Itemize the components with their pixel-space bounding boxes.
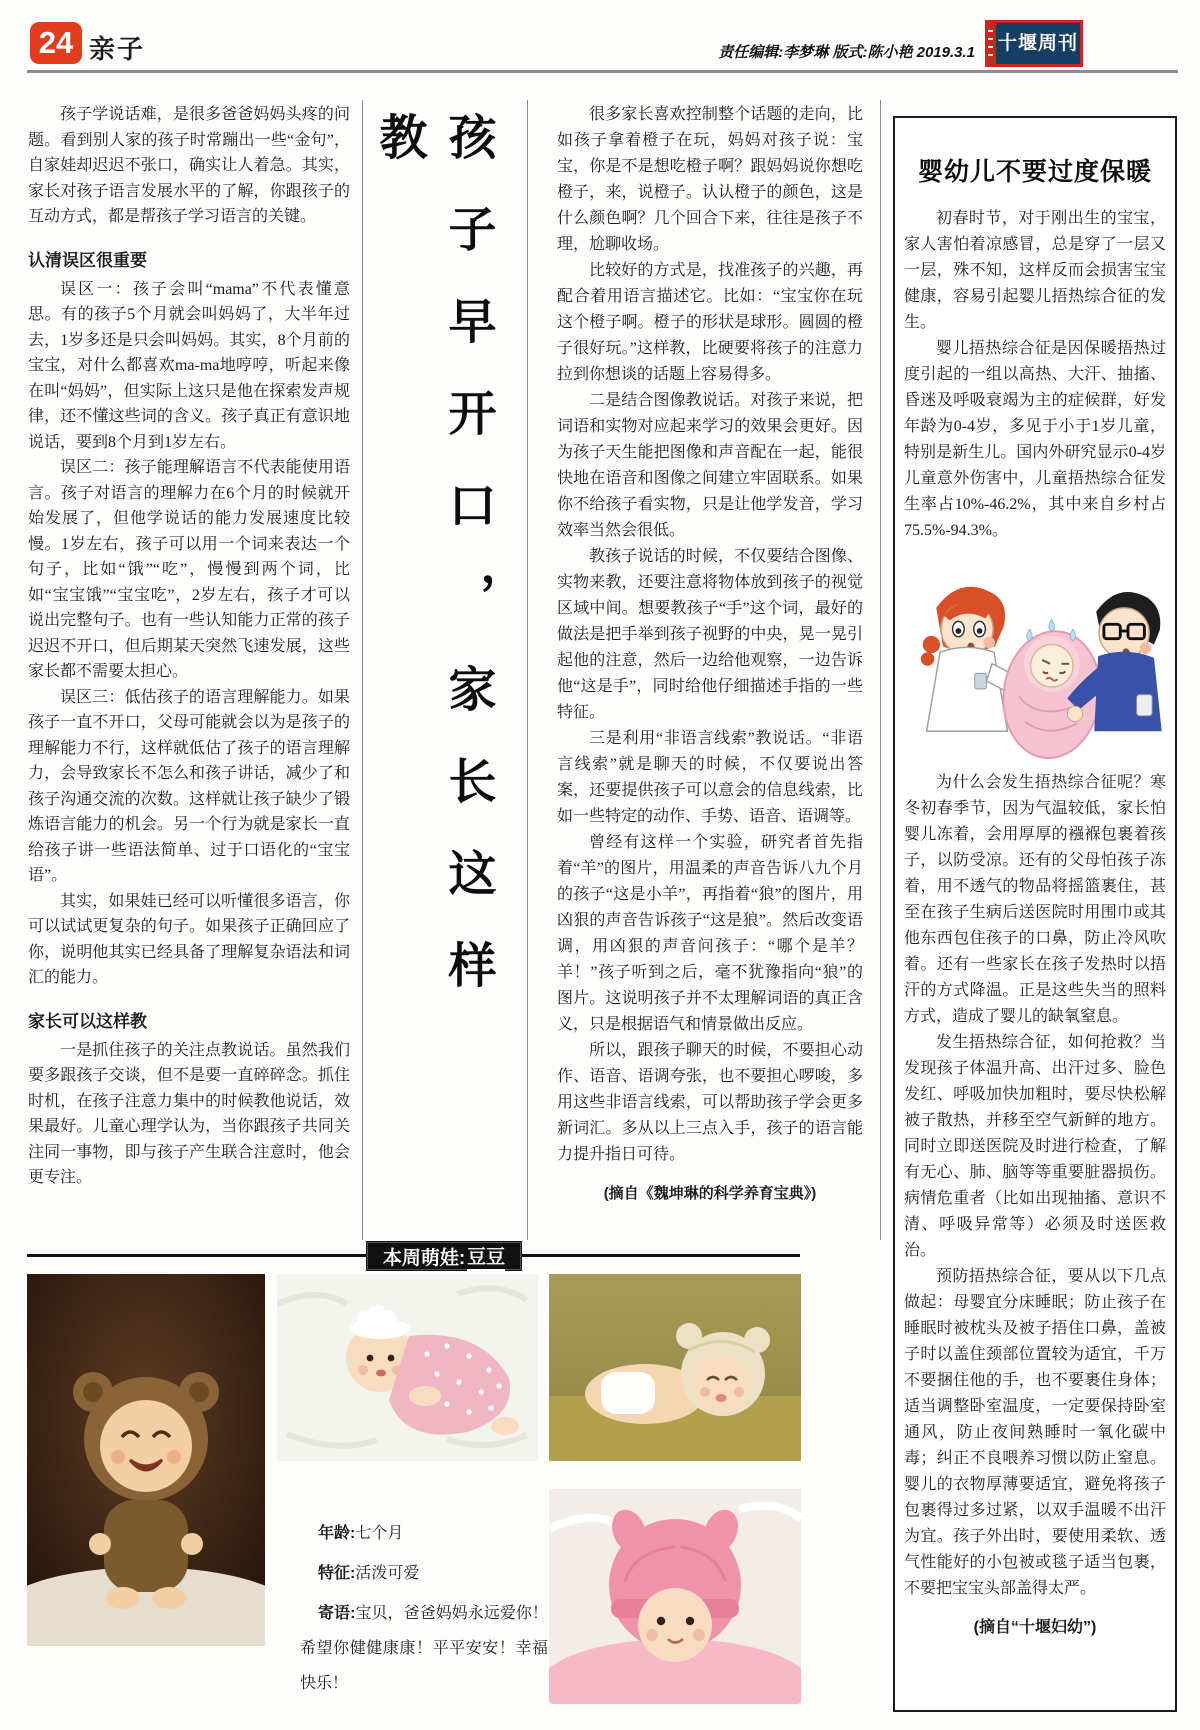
sidebar-paragraph: 婴儿捂热综合征是因保暖捂热过度引起的一组以高热、大汗、抽搐、昏迷及呼吸衰竭为主的症候群，好发年龄为0-4岁，多见于小于1岁儿童，特别是新生儿。国内外研究显示0-4岁儿童意外伤害中，儿童捂热综合征发生率占10%-46.2%，其中来自乡村占75.5%-94.3%。 <box>904 340 1166 539</box>
baby-trait-row <box>300 1556 548 1591</box>
sidebar-paragraph: 预防捂热综合征，要从以下几点做起：母婴宜分床睡眠；防止孩子在睡眠时被枕头及被子捂住口鼻，盖被子时以盖住颈部位置较为适宜，千万不要捆住他的手，也不要裹住身体；适当调整卧室温度，一定要保持卧室通风，防止夜间熟睡时一氧化碳中毒；纠正不良喂养习惯以防止窒息。婴儿的衣物厚薄要适宜，避免将孩子包裹得过多过紧，以双手温暖不出汗为宜。孩子外出时，要使用柔软、透气性能好的小包被或毯子适当包裹，不要把宝宝头部盖得太严。 <box>904 1268 1166 1597</box>
article-paragraph: 曾经有这样一个实验，研究者首先指着“羊”的图片，用温柔的声音告诉八九个月的孩子“这是小羊”，再指着“狼”的图片，用凶狠的声音告诉孩子“这是狼”。然后改变语调，用凶狠的声音问孩子：“哪个是羊？羊！”孩子听到之后，毫不犹豫指向“狼”的图片。这说明孩子并不太理解词语的真正含义，只是根据语气和情景做出反应。 <box>557 834 863 1033</box>
article-paragraph: 很多家长喜欢控制整个话题的走向，比如孩子拿着橙子在玩，妈妈对孩子说：宝宝，你是不是想吃橙子啊？跟妈妈说你想吃橙子，来，说橙子。认认橙子的颜色，这是什么颜色啊？几个回合下来，往往是孩子不理，尬聊收场。 <box>557 106 863 253</box>
sidebar-article-box <box>893 116 1177 1712</box>
photo-sleeping-baby-knit-bonnet <box>549 1274 801 1461</box>
section-title: 亲子 <box>89 34 146 64</box>
trait-value: 活泼可爱 <box>355 1565 420 1582</box>
masthead-title: 十堰周刊 <box>996 23 1080 64</box>
age-label: 年龄: <box>318 1525 356 1542</box>
masthead-logo <box>985 20 1083 67</box>
article-paragraph: 比较好的方式是，找准孩子的兴趣，再配合着用语言描述它。比如：“宝宝你在玩这个橙子啊。橙子的形状是球形。圆圆的橙子很好玩。”这样教，比硬要将孩子的注意力拉到你想谈的话题上容易得多。 <box>557 262 863 383</box>
sidebar-attribution: (摘自“十堰妇幼”) <box>973 1619 1097 1636</box>
sidebar-paragraph: 发生捂热综合征，如何抢救？当发现孩子体温升高、出汗过多、脸色发红、呼吸加快加粗时，要尽快松解被子散热，并移至空气新鲜的地方。同时立即送医院及时进行检查，了解有无心、肺、脑等等重要脏器损伤。病情危重者（比如出现抽搐、意识不清、呼吸异常等）必须及时送医救治。 <box>904 1034 1166 1259</box>
weekly-baby-label <box>366 1241 522 1271</box>
header-divider <box>27 70 1178 73</box>
trait-label: 特征: <box>318 1565 356 1582</box>
article-paragraph: 二是结合图像教说话。对孩子来说，把词语和实物对应起来学习的效果会更好。因为孩子天生能把图像和声音配在一起，能很快地在语音和图像之间建立牢固联系。如果你不给孩子看实物，只是让他学发音，学习效率当然会很低。 <box>557 392 863 539</box>
age-value: 七个月 <box>355 1525 404 1542</box>
masthead-side-marks <box>988 27 993 60</box>
article-paragraph: 误区二：孩子能理解语言不代表能使用语言。孩子对语言的理解力在6个月的时候就开始发展了，但他学说话的能力发展速度比较慢。1岁左右，孩子可以用一个词来表达一个句子，比如“饿”“吃”，慢慢到两个词，比如“宝宝饿”“宝宝吃”，2岁左右，孩子才可以说出完整句子。也有一些认知能力正常的孩子迟迟不开口，但后期某天突然飞速发展，这些家长都不需要太担心。 <box>28 459 350 680</box>
column-divider <box>527 100 528 1240</box>
article-left-column <box>28 102 350 1250</box>
message-value: 宝贝，爸爸妈妈永远爱你！希望你健健康康！平平安安！幸福快乐！ <box>300 1605 548 1692</box>
article-paragraph: 所以，跟孩子聊天的时候，不要担心动作、语音、语调夸张，也不要担心啰唆，多用这些非语言线索，可以帮助孩子学会更多新词汇。多从以上三点入手，孩子的语言能力提升指日可待。 <box>557 1042 863 1163</box>
column-divider <box>880 100 881 1240</box>
sidebar-paragraph: 为什么会发生捂热综合征呢？寒冬初春季节，因为气温较低，家长怕婴儿冻着，会用厚厚的襁褓包裹着孩子，以防受凉。还有的父母怕孩子冻着，用不透气的物品将摇篮裹住，甚至在孩子生病后送医院时用围巾或其他东西包住孩子的口鼻，防止冷风吹着。还有一些家长在孩子发热时以捂汗的方式降温。正是这些失当的照料方式，造成了婴儿的缺氧窒息。 <box>904 774 1166 1025</box>
weekly-baby-name: 豆豆 <box>467 1242 505 1271</box>
article-subheading: 认清误区很重要 <box>28 250 147 270</box>
article-paragraph: 孩子学说话难，是很多爸爸妈妈头疼的问题。看到别人家的孩子时常蹦出一些“金句”，自家娃却迟迟不张口，确实让人着急。其实，家长对孩子语言发展水平的了解，你跟孩子的互动方式，都是帮孩子学习语言的关键。 <box>28 106 350 225</box>
article-paragraph: 误区三：低估孩子的语言理解能力。如果孩子一直不开口，父母可能就会以为是孩子的理解能力不行，这样就低估了孩子的语言理解力，会导致家长不怎么和孩子讲话，减少了和孩子沟通交流的次数。这样就让孩子缺少了锻炼语言能力的机会。另一个行为就是家长一直给孩子讲一些语法简单、过于口语化的“宝宝语”。 <box>28 688 350 884</box>
editor-credits: 责任编辑:李梦琳 版式:陈小艳 2019.3.1 <box>718 44 975 61</box>
article-paragraph: 教孩子说话的时候，不仅要结合图像、实物来教，还要注意将物体放到孩子的视觉区域中间。想要教孩子“手”这个词，最好的做法是把手举到孩子视野的中央，晃一晃引起他的注意，然后一边给他观察，一边告诉他“这是手”，同时给他仔细描述手指的一些特征。 <box>557 548 863 721</box>
page-number-badge: 24 <box>30 22 82 64</box>
photo-baby-pink-knit-hat <box>549 1489 801 1704</box>
sidebar-article-title: 婴幼儿不要过度保暖 <box>917 159 1152 186</box>
photo-baby-bear-outfit <box>27 1274 265 1646</box>
baby-message-row <box>300 1596 548 1701</box>
column-divider <box>362 100 363 1240</box>
baby-pink-photo-svg <box>277 1274 538 1461</box>
baby-bonnet-photo-svg <box>549 1274 801 1461</box>
baby-info-caption <box>300 1516 548 1706</box>
article-paragraph: 误区一：孩子会叫“mama”不代表懂意思。有的孩子5个月就会叫妈妈了，大半年过去，1岁多还是只会叫妈妈。其实，8个月前的宝宝，对什么都喜欢ma-ma地哼哼，听起来像在叫“妈妈”，但实际上这只是他在探索发声规律，还不懂这些词的含义。孩子真正有意识地说话，要到8个月到1岁左右。 <box>28 280 350 451</box>
baby-bear-photo-svg <box>27 1274 265 1646</box>
photo-baby-pink-polka-dot <box>277 1274 538 1461</box>
article-paragraph: 三是利用“非语言线索”教说话。“非语言线索”就是聊天的时候，不仅要说出答案，还要提供孩子可以意会的信息线索，比如一些特定的动作、手势、语音、语调等。 <box>557 730 863 825</box>
article-middle-column <box>557 102 863 1252</box>
article-paragraph: 其实，如果娃已经可以听懂很多语言，你可以试试更复杂的句子。如果孩子正确回应了你，说明他其实已经具备了理解复杂语法和词汇的能力。 <box>28 892 350 986</box>
cartoon-svg <box>907 552 1163 764</box>
baby-age-row <box>300 1516 548 1551</box>
article-paragraph: 一是抓住孩子的关注点教说话。虽然我们要多跟孩子交谈，但不是要一直碎碎念。抓住时机，在孩子注意力集中的时候教他说话，效果最好。儿童心理学认为，当你跟孩子共同关注同一事物，即与孩子产生联合注意时，他会更专注。 <box>28 1041 350 1186</box>
article-attribution: (摘自《魏坤琳的科学养育宝典》) <box>603 1185 817 1202</box>
message-label: 寄语: <box>318 1605 356 1622</box>
overwrapped-baby-cartoon-illustration <box>907 552 1163 764</box>
article-title-vertical: 孩子早开口，家长这样教 <box>372 112 494 1032</box>
baby-pink-hat-photo-svg <box>549 1489 801 1704</box>
article-subheading: 家长可以这样教 <box>28 1011 147 1031</box>
weekly-baby-label-text: 本周萌娃: <box>382 1247 466 1269</box>
sidebar-paragraph: 初春时节，对于刚出生的宝宝，家人害怕着凉感冒，总是穿了一层又一层，殊不知，这样反而会损害宝宝健康，容易引起婴儿捂热综合征的发生。 <box>904 210 1166 331</box>
